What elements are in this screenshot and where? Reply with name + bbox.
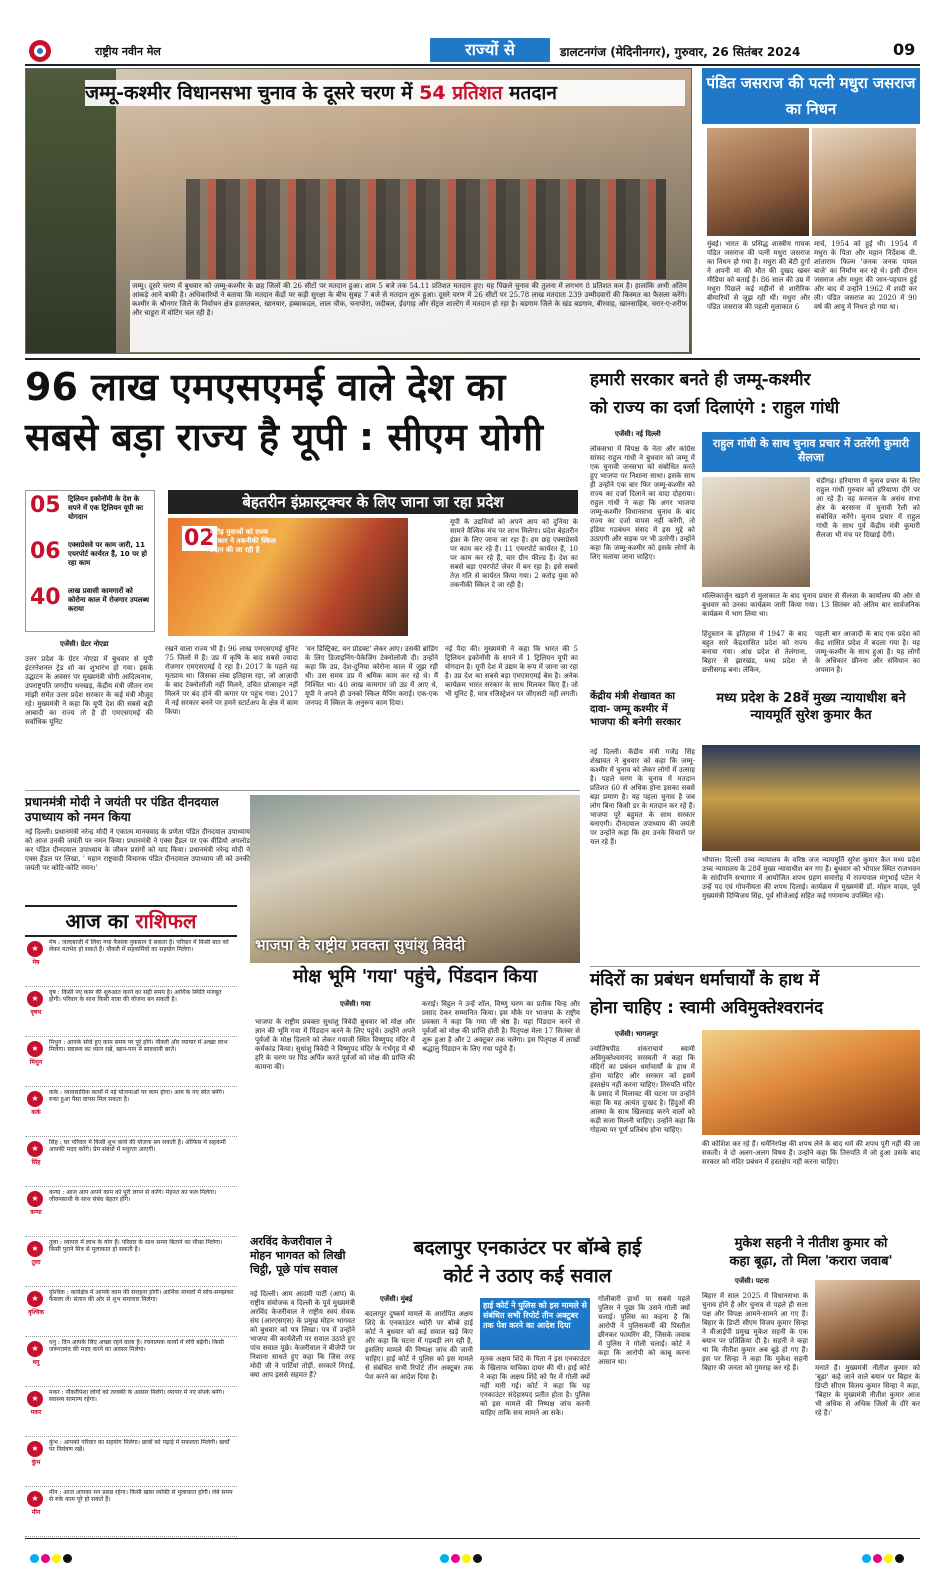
soldier-figure	[26, 69, 116, 353]
zodiac-sign-text: कर्क : व्यावसायिक कार्यों में नई योजनाओं पर काम होगा। आय के नए स्रोत बनेंगे। रुका हुआ पैसा वापस मिल सकता है।	[49, 1089, 225, 1103]
sahni-headline-line2: कहा बूढ़ा, तो मिला 'करारा जवाब'	[729, 1254, 893, 1269]
rashifal-row	[25, 1338, 237, 1387]
zodiac-sign-icon: ★	[27, 941, 43, 957]
selja-text-mid: मल्लिकार्जुन खड़गे से मुलाकात के बाद चुनाव प्रचार से सैलजा के कार्यालय की ओर से बुधवार को उनका कार्यक्रम जारी किया गया। 13 सितंबर को अंतिम बार सार्वजनिक कार्यक्रम में भाग लिया था।	[702, 592, 920, 618]
rashifal-title-pre: आज का	[65, 909, 129, 933]
bullet-num-2: 06	[30, 539, 61, 564]
sahni-text: बिहार में साल 2025 में विधानसभा के चुनाव होने हैं और चुनाव से पहले ही सत्ता पक्ष और विपक्ष आमने-सामने आ गए हैं। बिहार के डिप्टी सीएम विजय कुमार सिन्हा ने वीआईपी प्रमुख मुकेश सहनी के एक बयान पर प्रतिक्रिया दी है। सहनी ने कहा था कि नीतीश कुमार अब बूढ़े हो गए हैं। इस पर सिन्हा ने कहा कि मुकेश सहनी बिहार की जनता को गुमराह कर रहे हैं।	[702, 1292, 808, 1372]
zodiac-sign-name: मीन	[31, 1509, 41, 1516]
crowd-figure	[186, 179, 666, 279]
shankaracharya-headline-line2: होना चाहिए : स्वामी अविमुक्तेश्वरानंद	[590, 998, 824, 1018]
rashifal-row	[25, 1288, 237, 1337]
bullet-num-3: 40	[30, 585, 61, 610]
zodiac-sign-name: धनु	[32, 1359, 40, 1366]
badlapur-byline: एजेंसी। मुंबई	[380, 1295, 413, 1303]
yogi-text-col4: नई पैदा की। मुख्यमंत्री ने कहा कि भारत की 5 ट्रिलियन इकोनॉमी के सपने में 1 ट्रिलियन यूपी का योगदान है। यूपी देश में उद्यम के रूप में जाना जा रहा है। उप्र देश का सबसे बड़ा एमएसएमई बेस है। अनेक कार्यक्रम भारत सरकार के साथ मिलकर किए हैं। जो भी यूनिट हैं, मात्र रजिस्ट्रेशन पर जीएसटी नहीं लगती।	[445, 645, 578, 698]
sahni-text-right: मनाते हैं। मुख्यमंत्री नीतीश कुमार को 'बूढ़ा' कहे जाने वाले बयान पर बिहार के डिप्टी सीएम विजय कुमार सिन्हा ने कहा, 'बिहार के मुख्यमंत्री नीतीश कुमार आज भी अधिक से अधिक जिलों के दौरे कर रहे हैं।'	[815, 1364, 920, 1417]
zodiac-sign-name: कन्या	[30, 1209, 42, 1216]
mp-text: भोपाल। दिल्ली उच्च न्यायालय के वरिष्ठ जज न्यायमूर्ति सुरेश कुमार कैत मध्य प्रदेश उच्च न्यायालय के 28वें मुख्य न्यायाधीश बन गए हैं। बुधवार को भोपाल स्थित राजभवन के सांदीपनि सभागार में आयोजित शपथ ग्रहण समारोह में राज्यपाल मंगुभाई पटेल ने उन्हें पद एवं गोपनीयता की शपथ दिलाई। कार्यक्रम में मुख्यमंत्री डॉ. मोहन यादव, पूर्व मुख्यमंत्री दिग्विजय सिंह, पूर्व सीजेआई सहित कई गणमान्य उपस्थित रहे।	[702, 856, 920, 900]
sudhanshu-byline: एजेंसी। गया	[340, 1000, 371, 1008]
dateline: डालटनगंज (मेदिनीनगर), गुरुवार, 26 सितंबर 2024	[560, 45, 801, 59]
pandit-text-right: मार्च, 1954 को हुई थी। 1954 में मधुरा के पिता और महान निर्देशक वी. शांताराम फिल्म 'जनक जनक पायल बाजे' का निर्माण कर रहे थे। इसी दौरान जसराज और मधुरा की जान-पहचान हुई और बाद में उन्होंने 1962 में शादी कर ली। पंडित जसराज का 2020 में 90 वर्ष की आयु में निधन हो गया था।	[814, 240, 917, 311]
yogi-bullets	[25, 490, 155, 632]
rashifal-row	[25, 1138, 237, 1187]
badlapur-text-col2: मृतक अक्षय शिंदे के पिता ने इस एनकाउंटर के खिलाफ याचिका दायर की थी। हाई कोर्ट ने कहा कि अक्षय शिंदे को पैर में गोली क्यों नहीं मारी गई। कोर्ट ने कहा कि यह एनकाउंटर संदेहास्पद प्रतीत होता है। पुलिस को इस मामले की निष्पक्ष जांच करनी चाहिए ताकि सच सामने आ सके।	[480, 1355, 590, 1417]
paper-name: राष्ट्रीय नवीन मेल	[95, 45, 161, 58]
rashifal-row	[25, 938, 237, 987]
bullet-text-3: लाख प्रवासी कामगारों को कोरोना काल में रोजगार उपलब्ध कराया	[68, 587, 149, 613]
zodiac-sign-icon: ★	[27, 1291, 43, 1307]
zodiac-sign-icon: ★	[27, 1491, 43, 1507]
zodiac-sign-name: वृश्चिक	[28, 1309, 44, 1316]
pandit-headline: पंडित जसराज की पत्नी मधुरा जसराज का निधन	[702, 68, 920, 124]
mp-headline: मध्य प्रदेश के 28वें मुख्य न्यायाधीश बने न्यायमूर्ति सुरेश कुमार कैत	[716, 691, 906, 723]
shankaracharya-headline-line1: मंदिरों का प्रबंधन धर्माचार्यों के हाथ में	[590, 970, 820, 990]
rashifal-row	[25, 1038, 237, 1087]
zodiac-sign-text: तुला : व्यापार में लाभ के योग हैं। परिवार के साथ समय बिताने का मौका मिलेगा। किसी पुराने मित्र से मुलाकात हो सकती है।	[49, 1239, 223, 1253]
rashifal-row	[25, 988, 237, 1037]
yogi-text-col3: 'वन डिस्ट्रिक्ट, वन प्रोडक्ट' लेकर आए। उसकी ब्रांडिंग के लिए डिजाइनिंग-पैकेजिंग टेक्नोलॉजी दी। उन्होंने कहा कि उप्र, देश-दुनिया कोरोना काल में जूझ रही थी। उस समय उप्र में श्रमिक काम कर रहे थे। मैं निश्चित था। 40 लाख कामगार जो उप्र में आए थे, यूपी ने अपने ही उनको स्किल मैपिंग कराई। एक-एक जनपद में स्किल के अनुरूप काम दिया।	[305, 645, 438, 707]
yogi-text-col1: उत्तर प्रदेश के ग्रेटर नोएडा में बुधवार से यूपी इंटरनेशनल ट्रेड शो का शुभारंभ हो गया। इसके उद्घाटन के अवसर पर मुख्यमंत्री योगी आदित्यनाथ, उपराष्ट्रपति जगदीप धनखड़, केंद्रीय मंत्री जीतन राम मांझी समेत उत्तर प्रदेश सरकार के कई मंत्री मौजूद रहे। मुख्यमंत्री ने कहा कि यूपी देश की सबसे बड़ी आबादी का राज्य तो है ही एमएसएमई की सर्वाधिक यूनिट	[25, 655, 153, 726]
deendayal-headline: प्रधानमंत्री मोदी ने जयंती पर पंडित दीनदयाल उपाध्याय को नमन किया	[25, 795, 219, 824]
zodiac-sign-text: वृष : किसी नए काम की शुरुआत करने का सही समय है। आर्थिक स्थिति मजबूत होगी। परिवार के साथ किसी यात्रा की योजना बन सकती है।	[49, 989, 222, 1003]
page-number: 09	[893, 40, 916, 59]
bullet-text-2: एक्सप्रेसवे पर काम जारी, 11 एयरपोर्ट कार्यरत हैं, 10 पर हो रहा काम	[68, 541, 147, 567]
jk-caption: जम्मू। दूसरे चरण में बुधवार को जम्मू-कश्मीर के छह जिलों की 26 सीटों पर मतदान हुआ। शाम 5 बजे तक 54.11 प्रतिशत मतदान हुए। यह पिछले चुनाव की तुलना में लगभग 8 प्रतिशत कम है। हालांकि अभी अंतिम आंकड़े आने बाकी है। अधिकारियों ने बताया कि मतदान केंद्रों पर कड़ी सुरक्षा के बीच सुबह 7 बजे से मतदान शुरू हुआ। दूसरे चरण में 26 सीटों पर 25.78 लाख मतदाता 239 उम्मीदवारों की किस्मत का फैसला करेंगे। कश्मीर के श्रीनगर जिले के निर्वाचन क्षेत्र हजरतबल, खानयार, हब्बाकदल, लाल चौक, चनापोरा, जदीबल, ईदगाह और सेंट्रल शाल्टेंग में मतदान हो रहा है। बडगाम जिले के खंड बडगाम, बीरवाह, खानसाहिब, चरार-ए-शरीफ और चाडूरा में वोटिंग चल रही है।	[130, 280, 689, 352]
zodiac-sign-name: मकर	[30, 1409, 42, 1416]
rahul-headline-line1: हमारी सरकार बनते ही जम्मू-कश्मीर	[590, 370, 811, 390]
sudhanshu-photo-caption: भाजपा के राष्ट्रीय प्रवक्ता सुधांशु त्रिवेदी	[255, 936, 466, 954]
zodiac-sign-name: वृषभ	[30, 1009, 42, 1016]
rashifal-row	[25, 1238, 237, 1287]
sudhanshu-text-col2: कराई। विट्ठल ने उन्हें शॉल, विष्णु चरण का प्रतीक चिन्ह और प्रसाद देकर सम्मानित किया। इस मौके पर भाजपा के राष्ट्रीय प्रवक्ता ने कहा कि गया जी श्रेष्ठ है। यहां पिंडदान करने से पूर्वजों को मोक्ष की प्राप्ति होती है। पितृपक्ष मेला 17 सितंबर से शुरू हुआ है और 2 अक्टूबर तक चलेगा। इस पितृपक्ष में लाखों श्रद्धालु पिंडदान के लिए गया पहुंचे हैं।	[422, 1000, 580, 1053]
mp-photo	[702, 745, 920, 851]
zodiac-sign-text: मेष : जल्दबाजी में लिया गया फैसला नुकसान दे सकता है। परिवार में किसी बात को लेकर मतभेद हो सकते हैं। नौकरी में सहकर्मियों का सहयोग मिलेगा।	[49, 939, 229, 953]
badlapur-headline-line1: बदलापुर एनकाउंटर पर बॉम्बे हाई	[413, 1237, 642, 1259]
rashifal-row	[25, 1088, 237, 1137]
yogi-byline: एजेंसी। ग्रेटर नोएडा	[60, 640, 109, 648]
zodiac-sign-text: कन्या : आज आप अपने काम को पूरी लगन से करेंगे। मेहनत का फल मिलेगा। जीवनसाथी के साथ संबंध बेहतर होंगे।	[49, 1189, 217, 1203]
badlapur-callout: हाई कोर्ट ने पुलिस को इस मामले से संबंधित सभी रिपोर्ट तीन अक्टूबर तक पेश करने का आदेश दिया	[480, 1298, 590, 1350]
shankaracharya-byline: एजेंसी। भागलपुर	[615, 1030, 658, 1038]
zodiac-sign-icon: ★	[27, 1391, 43, 1407]
pandit-photo-left	[707, 128, 809, 236]
pandit-text-left: मुंबई। भारत के प्रसिद्ध शास्त्रीय गायक पंडित जसराज की पत्नी मधुरा जसराज का निधन हो गया है। मधुरा की बेटी दुर्गा ने अपनी मां की मौत की दुखद खबर मीडिया को बताई है। 86 साल की उम्र में मधुरा पिछले कई महीनों से शारीरिक बीमारियों से जूझ रही थीं। मधुरा और पंडित जसराज की पहली मुलाकात 6	[707, 240, 810, 311]
zodiac-sign-icon: ★	[27, 1241, 43, 1257]
masthead	[25, 38, 920, 66]
zodiac-sign-text: मीन : आज आपका मन प्रसन्न रहेगा। किसी खास व्यक्ति से मुलाकात होगी। लंबे समय से रुके काम पूरे हो सकते हैं।	[49, 1489, 233, 1503]
yogi-photo	[168, 518, 408, 636]
color-registration-marks	[30, 1548, 74, 1567]
zodiac-sign-text: मकर : नौकरीपेशा लोगों को तरक्की के अवसर मिलेंगे। व्यापार में नए संपर्क बनेंगे। स्वास्थ्य सामान्य रहेगा।	[49, 1389, 225, 1403]
yogi-headline-line2: सबसे बड़ा राज्य है यूपी : सीएम योगी	[25, 415, 543, 459]
rahul-byline: एजेंसी। नई दिल्ली	[615, 430, 661, 438]
rahul-text: लोकसभा में विपक्ष के नेता और कांग्रेस सांसद राहुल गांधी ने बुधवार को जम्मू में एक चुनावी जनसभा को संबोधित करते हुए भाजपा पर निशाना साधा। इसके साथ ही उन्होंने एक बार फिर जम्मू-कश्मीर को राज्य का दर्जा दिलाने का वादा दोहराया। राहुल गांधी ने कहा कि अगर भाजपा जम्मू-कश्मीर विधानसभा चुनाव के बाद राज्य का दर्जा वापस नहीं करेगी, तो इंडिया गठबंधन संसद में इस मुद्दे को उठाएगी और सड़क पर भी उतरेगी। उन्होंने कहा कि जम्मू-कश्मीर को इसके लोगों के लिए चलाया जाना चाहिए।	[590, 445, 695, 561]
zodiac-sign-text: कुंभ : आपको परिवार का सहयोग मिलेगा। छात्रों को पढ़ाई में सफलता मिलेगी। खर्चों पर नियंत्रण रखें।	[49, 1439, 230, 1453]
zodiac-sign-icon: ★	[27, 1141, 43, 1157]
selja-text-col2: पहली बार आजादी के बाद एक प्रदेश को केंद्र शासित प्रदेश में बदला गया है। यह जम्मू-कश्मीर के साथ हुआ है। यह लोगों के अधिकार छीनना और संविधान का अपमान है।	[815, 630, 920, 674]
shankaracharya-text-right: की कोशिश कर रहे हैं। धर्मनिरपेक्ष की शपथ लेने के बाद धर्म की शपथ पूरी नहीं की जा सकती। वे दो अलग-अलग विषय हैं। उन्होंने कहा कि तिरुपति में जो हुआ उसके बाद सरकार को मंदिर प्रबंधन में हस्तक्षेप नहीं करना चाहिए।	[702, 1140, 920, 1166]
shankaracharya-photo	[702, 1030, 920, 1135]
jk-headline-highlight: 54 प्रतिशत	[419, 82, 503, 104]
zodiac-sign-icon: ★	[27, 991, 43, 1007]
deendayal-text: नई दिल्ली। प्रधानमंत्री नरेन्द्र मोदी ने एकात्म मानववाद के प्रणेता पंडित दीनदयाल उपाध्याय को आज उनकी जयंती पर नमन किया। प्रधानमंत्री ने एक्स हैंडल पर एक वीडियो अपलोड कर पंडित दीनदयाल उपाध्याय के जीवन प्रसंगों को याद किया। प्रधानमंत्री नरेन्द्र मोदी ने एक्स हैंडल पर लिखा, ' महान राष्ट्रवादी विचारक पंडित दीनदयाल उपाध्याय जी को उनकी जयंती पर कोटि-कोटि नमन।'	[25, 828, 250, 872]
sahni-headline-line1: मुकेश सहनी ने नीतीश कुमार को	[734, 1236, 888, 1251]
zodiac-sign-text: सिंह : घर परिवार में किसी शुभ कार्य की योजना बन सकती है। ऑफिस में सहकर्मी आपकी मदद करेंगे। प्रेम संबंधों में मधुरता आएगी।	[49, 1139, 226, 1153]
pandit-photo-right	[812, 128, 916, 236]
shankaracharya-text: ज्योतिषपीठ शंकराचार्य स्वामी अविमुक्तेश्वरानंद सरस्वती ने कहा कि मंदिरों का प्रबंधन धर्माचार्यों के हाथ में होना चाहिए और सरकार को इसमें हस्तक्षेप नहीं करना चाहिए। तिरुपति मंदिर के प्रसाद में मिलावट की घटना पर उन्होंने कहा कि यह अत्यंत दुःखद है। हिंदुओं की आस्था के साथ खिलवाड़ करने वालों को कड़ी सजा मिलनी चाहिए। उन्होंने कहा कि गोहत्या पर पूर्ण प्रतिबंध होना चाहिए।	[590, 1045, 695, 1134]
zodiac-sign-name: कुंभ	[31, 1459, 41, 1466]
zodiac-sign-name: तुला	[31, 1259, 41, 1266]
selja-photo	[702, 477, 810, 587]
color-registration-marks-right	[862, 1548, 906, 1567]
zodiac-sign-icon: ★	[27, 1041, 43, 1057]
jk-headline-pre: जम्मू-कश्मीर विधानसभा चुनाव के दूसरे चरण में	[85, 82, 413, 104]
sudhanshu-headline: मोक्ष भूमि 'गया' पहुंचे, पिंडदान किया	[292, 966, 538, 987]
zodiac-sign-text: धनु : दिन आपके लिए अच्छा रहने वाला है। रचनात्मक कार्यों में रुचि बढ़ेगी। किसी जरूरतमंद की मदद करने का अवसर मिलेगा।	[49, 1339, 224, 1353]
sahni-photo	[815, 1280, 920, 1360]
zodiac-sign-icon: ★	[27, 1341, 43, 1357]
yogi-text-col5: यूपी के उद्यमियों को अपने आप को दुनिया के सामने वैश्विक मंच पर लाभ मिलेगा। प्रदेश बेहतरीन इंफ्रा के लिए जाना जा रहा है। हम छह एक्सप्रेसवे पर काम कर रहे हैं। 11 एयरपोर्ट कार्यरत हैं, 10 पर काम कर रहे हैं, चार ग्रीन फील्ड हैं। देश का सबसे बड़ा एयरपोर्ट जेवर में बन रहा है। इसे सबसे तेज़ गति से कार्यरत किया गया। 2 करोड़ युवा को तकनीकी स्किल दे जा रही है।	[450, 518, 578, 589]
zodiac-sign-name: कर्क	[31, 1109, 41, 1116]
rashifal-row	[25, 1438, 237, 1487]
shekhawat-text: नई दिल्ली। केंद्रीय मंत्री गजेंद्र सिंह शेखावत ने बुधवार को कहा कि जम्मू-कश्मीर में चुनाव को लेकर लोगों में उत्साह है। पहले चरण के चुनाव में मतदान प्रतिशत 60 से अधिक होना इसका सबसे बड़ा प्रमाण है। यह पहला चुनाव है जब लोग बिना किसी डर के मतदान कर रहे हैं। भाजपा पूरे बहुमत के साथ सरकार बनाएगी। दीनदयाल उपाध्याय की जयंती पर उन्होंने कहा कि हम उनके विचारों पर चल रहे हैं।	[590, 748, 695, 846]
selja-headline: राहुल गांधी के साथ चुनाव प्रचार में उतरेंगी कुमारी सैलजा	[702, 432, 920, 472]
zodiac-sign-icon: ★	[27, 1441, 43, 1457]
paper-logo	[25, 38, 55, 64]
badlapur-text-col3: गोलीबारी हाथों या सबसे पहले पुलिस ने पूछा कि उसने गोली क्यों चलाई। पुलिस का कहना है कि आरोपी ने पुलिसकर्मी की पिस्तौल छीनकर फायरिंग की, जिसके जवाब में पुलिस ने गोली चलाई। कोर्ट ने कहा कि आरोपी को काबू करना आसान था।	[598, 1295, 690, 1366]
yogi-photo-num: 02	[184, 526, 215, 551]
kejriwal-text: नई दिल्ली। आम आदमी पार्टी (आप) के राष्ट्रीय संयोजक व दिल्ली के पूर्व मुख्यमंत्री अरविंद केजरीवाल ने राष्ट्रीय स्वयं सेवक संघ (आरएसएस) के प्रमुख मोहन भागवत को बुधवार को पत्र लिखा। पत्र में उन्होंने भाजपा की कार्यशैली पर सवाल उठाते हुए पांच सवाल पूछे। केजरीवाल ने बीजेपी पर निशाना साधते हुए कहा कि जिस तरह मोदी जी ने पार्टियां तोड़ीं, सरकारें गिराईं, क्या आप इससे सहमत हैं?	[250, 1290, 355, 1379]
jk-headline-post: मतदान	[509, 82, 557, 104]
sahni-byline: एजेंसी। पटना	[735, 1277, 769, 1285]
yogi-headline-line1: 96 लाख एमएसएमई वाले देश का	[25, 365, 506, 409]
badlapur-headline-line2: कोर्ट ने उठाए कई सवाल	[443, 1265, 612, 1287]
section-label: राज्यों से	[430, 38, 550, 62]
badlapur-text-col1: बदलापुर दुष्कर्म मामले के आरोपित अक्षय शिंदे के एनकाउंटर थ्योरी पर बॉम्बे हाई कोर्ट ने बुधवार को कई सवाल खड़े किए और कहा कि घटना में गड़बड़ी लग रही है, इसलिए मामले की निष्पक्ष जांच की जानी चाहिए। हाई कोर्ट ने पुलिस को इस मामले से संबंधित सभी रिपोर्ट तीन अक्टूबर तक पेश करने का आदेश दिया है।	[365, 1310, 473, 1381]
rashifal-row	[25, 1488, 237, 1537]
rahul-headline-line2: को राज्य का दर्जा दिलाएंगे : राहुल गांधी	[590, 398, 840, 418]
rashifal-row	[25, 1188, 237, 1237]
zodiac-sign-name: मेष	[32, 959, 40, 966]
rashifal-title	[25, 905, 237, 937]
yogi-text-col2: रखने वाला राज्य भी है। 96 लाख एमएसएमई यूनिट 75 जिलों में हैं। उप्र में कृषि के बाद सबसे ज्यादा रोजगार एमएसएमई दे रहा है। 2017 के पहले यह मृतप्राय था। जिसका लंबा इतिहास रहा, जो आज़ादी के बाद टेक्नोलॉजी नहीं मिलने, उचित प्रोत्साहन नहीं मिलने पर बंद होने की कगार पर पहुंच गया। 2017 में नई सरकार बनने पर हमने स्टार्टअप के क्षेत्र में काम किया।	[165, 645, 298, 716]
sudhanshu-text-col1: भाजपा के राष्ट्रीय प्रवक्ता सुधांशु त्रिवेदी बुधवार को मोक्ष और ज्ञान की भूमि गया में पिंडदान करने के लिए पहुंचे। उन्होंने अपने पूर्वजों के मोक्ष दिलाने को लेकर गयाजी स्थित विष्णुपद मंदिर में कर्मकांड किया। सुधांशु त्रिवेदी ने विष्णुपद मंदिर के गर्भगृह में श्री हरि के चरण पर पिंड अर्पित करते पूर्वजों को मोक्ष की प्राप्ति की कामना की।	[255, 1018, 415, 1071]
bullet-text-1: ट्रिलियन इकोनॉमी के देश के सपने में एक ट्रिलियन यूपी का योगदान	[68, 495, 144, 521]
selja-text-col1: हिंदुस्तान के इतिहास में 1947 के बाद बहुत सारे केंद्रशासित प्रदेश को राज्य बनाया गया। आंध्र प्रदेश से तेलंगाना, बिहार से झारखंड, मध्य प्रदेश से छत्तीसगढ़ बना। लेकिन,	[702, 630, 807, 674]
yogi-photo-overlay: करोड़ युवाओं को राज्य सरकार ने तकनीकी स्किल प्रदान की जा रही है	[210, 528, 276, 554]
zodiac-sign-icon: ★	[27, 1091, 43, 1107]
rashifal-row	[25, 1388, 237, 1437]
zodiac-sign-text: वृश्चिक : कार्यक्षेत्र में आपके काम की सराहना होगी। आर्थिक मामलों में सोच-समझकर फैसला लें। संतान की ओर से शुभ समाचार मिलेगा।	[49, 1289, 234, 1303]
bullet-num-1: 05	[30, 493, 61, 518]
color-registration-marks-center	[440, 1548, 484, 1567]
jk-headline	[85, 80, 685, 106]
rashifal-title-hl: राशिफल	[135, 909, 197, 933]
zodiac-sign-name: सिंह	[31, 1159, 41, 1166]
zodiac-sign-icon: ★	[27, 1191, 43, 1207]
zodiac-sign-name: मिथुन	[29, 1059, 43, 1066]
shekhawat-headline: केंद्रीय मंत्री शेखावत का दावा- जम्मू कश्मीर में भाजपा की बनेगी सरकार	[590, 691, 681, 728]
yogi-subhead: बेहतरीन इंफ्रास्ट्रक्चर के लिए जाना जा रहा प्रदेश	[168, 490, 578, 514]
kejriwal-headline: अरविंद केजरीवाल ने मोहन भागवत को लिखी चिट्ठी, पूछे पांच सवाल	[250, 1235, 346, 1276]
selja-text-top: चंडीगढ़। हरियाणा में चुनाव प्रचार के लिए राहुल गांधी गुरुवार को हरियाणा दौरे पर आ रहे हैं। वह करनाल के असंध सभा क्षेत्र के बरसाना में चुनावी रैली को संबोधित करेंगे। चुनाव प्रचार में राहुल गांधी के साथ पूर्व केंद्रीय मंत्री कुमारी सैलजा भी मंच पर दिखाई देंगी।	[816, 477, 920, 539]
zodiac-sign-text: मिथुन : आपके सोचे हुए काम समय पर पूरे होंगे। नौकरी और व्यापार में अच्छा लाभ मिलेगा। स्वास्थ्य का ध्यान रखें, खान-पान में सावधानी बरतें।	[49, 1039, 228, 1053]
